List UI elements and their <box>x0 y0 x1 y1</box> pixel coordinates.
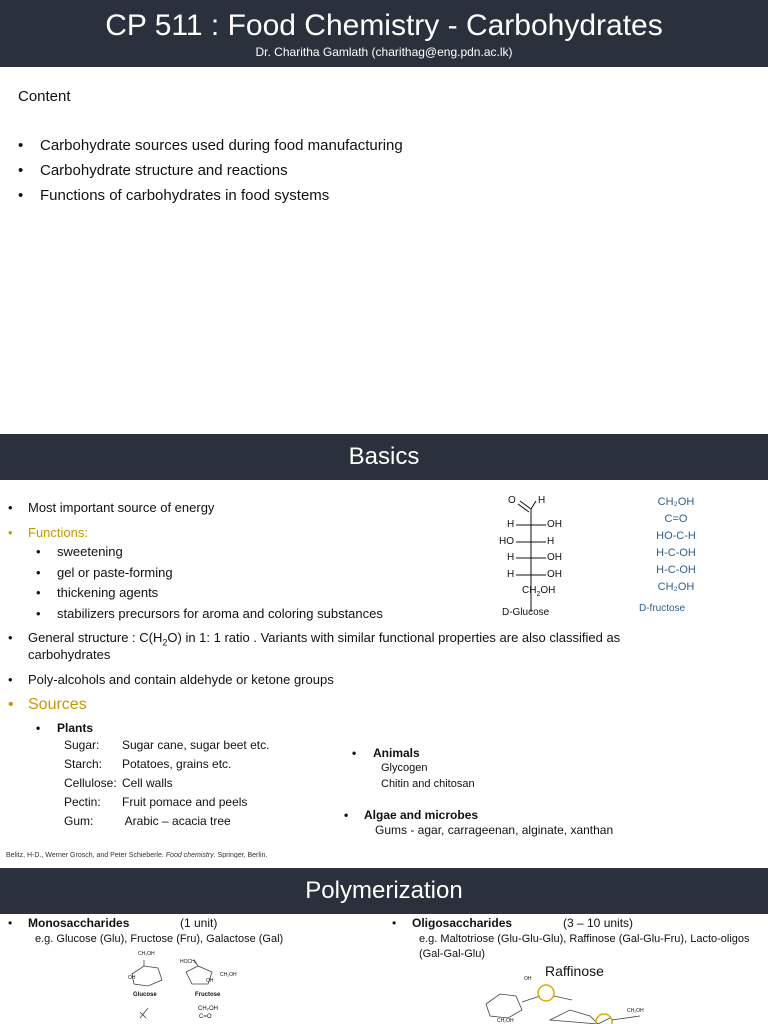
bullet-glyph: • <box>18 187 24 204</box>
bullet-glyph: • <box>392 916 397 930</box>
fructose-small-label: Fructose <box>195 992 221 998</box>
algae-value: Gums - agar, carrageenan, alginate, xanthan <box>375 823 614 837</box>
polyalcohols <box>8 672 334 687</box>
oligo-units: (3 – 10 units) <box>563 916 634 930</box>
bullet-glyph: • <box>352 746 357 760</box>
sources-label <box>8 696 87 714</box>
plant-value: Cell walls <box>122 776 173 790</box>
glucose-right: OH <box>547 569 562 580</box>
glucose-small-label: Glucose <box>133 992 157 998</box>
small-label: OH <box>128 975 136 981</box>
functions-label-text: Functions: <box>28 525 88 540</box>
general-structure-cont: carbohydrates <box>28 647 111 662</box>
bullet-glyph: • <box>8 916 13 930</box>
small-label: CH₂OH <box>198 1006 218 1012</box>
plants-label <box>36 721 93 735</box>
glucose-right: H <box>547 536 555 547</box>
fructose-line: C=O <box>664 513 688 525</box>
small-label: CH₂OH <box>627 1008 644 1014</box>
plant-value: Potatoes, grains etc. <box>122 757 232 771</box>
glucose-label: D-Glucose <box>502 607 550 618</box>
general-structure <box>8 630 620 648</box>
slide-1-subtitle: Dr. Charitha Gamlath (charithag@eng.pdn.ac.lk) <box>255 45 513 59</box>
general-structure-text: General structure : C(H <box>28 630 163 645</box>
reference-title: Food chemistry <box>165 852 214 858</box>
glucose-bottom-text: OH <box>540 585 556 596</box>
glucose-left: H <box>507 519 515 530</box>
raffinose-label: Raffinose <box>545 963 604 979</box>
function-text: gel or paste-forming <box>57 565 173 580</box>
animals-label <box>352 746 420 760</box>
bullet-glyph: • <box>8 696 14 713</box>
bullet-glyph: • <box>18 162 24 179</box>
function-item <box>36 585 158 600</box>
raffinose-diagram <box>480 976 680 1024</box>
animal-item: Glycogen <box>381 762 428 774</box>
fructose-line: H-C-OH <box>656 564 696 576</box>
small-label: C=O <box>199 1014 212 1020</box>
bullet-glyph: • <box>36 565 41 580</box>
animal-item: Chitin and chitosan <box>381 778 475 790</box>
functions-label <box>8 525 88 540</box>
fructose-line: H-C-OH <box>656 547 696 559</box>
small-label: OH <box>524 976 532 982</box>
bullet-glyph: • <box>8 630 13 645</box>
content-bullet-3 <box>18 187 329 204</box>
animals-label-text: Animals <box>373 746 420 760</box>
glucose-h: H <box>538 495 546 506</box>
content-bullet-2 <box>18 162 288 179</box>
glucose-left: H <box>507 552 515 563</box>
content-bullet-text: Carbohydrate sources used during food manufacturing <box>40 137 403 154</box>
slide-3-title: Polymerization <box>305 877 463 904</box>
function-text: thickening agents <box>57 585 159 600</box>
algae-label-text: Algae and microbes <box>364 808 479 822</box>
function-text: sweetening <box>57 544 123 559</box>
function-item <box>36 606 383 621</box>
algae-label <box>344 808 478 822</box>
slide-1 <box>0 0 768 424</box>
oligo-label: Oligosaccharides <box>412 916 513 930</box>
subscript: 2 <box>162 637 168 648</box>
fructose-line: CH₂OH <box>657 496 695 508</box>
slide-1-header <box>0 0 768 67</box>
fructose-structure <box>626 494 726 596</box>
content-bullet-1 <box>18 137 403 154</box>
reference-text: Belitz, H-D., Werner Grosch, and Peter Schieberle. <box>6 852 166 858</box>
mono-example: e.g. Glucose (Glu), Fructose (Fru), Galactose (Gal) <box>35 933 284 945</box>
small-label: OH <box>206 978 214 984</box>
plant-value: Arabic – acacia tree <box>122 814 231 828</box>
small-label: CH₂OH <box>220 972 237 978</box>
content-label: Content <box>18 88 71 105</box>
function-text: stabilizers precursors for aroma and coloring substances <box>57 606 383 621</box>
glucose-left: H <box>507 569 515 580</box>
fructose-line: CH₂OH <box>657 581 695 593</box>
bullet-glyph: • <box>8 525 13 540</box>
reference-text: . Springer, Berlin. <box>213 852 268 858</box>
glucose-bottom-text: CH <box>522 585 537 596</box>
bullet-glyph: • <box>36 606 41 621</box>
plant-name: Sugar: <box>64 738 100 752</box>
small-label: HOCH₂ <box>180 959 197 965</box>
plant-name: Pectin: <box>64 795 101 809</box>
slide-3 <box>0 868 768 1024</box>
function-item <box>36 544 123 559</box>
glucose-left: HO <box>499 536 514 547</box>
oligo-example-2: (Gal-Gal-Glu) <box>419 948 486 960</box>
plants-label-text: Plants <box>57 721 94 735</box>
fructose-label: D-fructose <box>639 603 686 614</box>
content-bullet-text: Functions of carbohydrates in food systems <box>40 187 330 204</box>
plant-value: Fruit pomace and peels <box>122 795 248 809</box>
subscript: 2 <box>536 591 541 598</box>
bullet-glyph: • <box>36 544 41 559</box>
slide-1-title: CP 511 : Food Chemistry - Carbohydrates <box>105 9 663 42</box>
slide-2-header <box>0 434 768 480</box>
plant-value: Sugar cane, sugar beet etc. <box>122 738 270 752</box>
bullet-glyph: • <box>36 585 41 600</box>
plant-name: Cellulose: <box>64 776 117 790</box>
slide-3-header <box>0 868 768 914</box>
function-item <box>36 565 173 580</box>
bullet-glyph: • <box>8 500 13 515</box>
slide-2 <box>0 434 768 858</box>
glucose-o: O <box>508 495 516 506</box>
slide-2-title: Basics <box>348 443 420 470</box>
bullet-glyph: • <box>18 137 24 154</box>
content-bullet-text: Carbohydrate structure and reactions <box>40 162 288 179</box>
bullet-energy <box>8 500 214 515</box>
oligo-row <box>392 916 512 930</box>
small-label: CH₂OH <box>497 1018 514 1024</box>
polyalcohols-text: Poly-alcohols and contain aldehyde or ketone groups <box>28 672 334 687</box>
mono-row <box>8 916 129 930</box>
sources-label-text: Sources <box>28 696 87 713</box>
bullet-glyph: • <box>344 808 349 822</box>
fructose-line: HO-C-H <box>656 530 696 542</box>
glucose-structure <box>498 492 568 632</box>
glucose-right: OH <box>547 552 562 563</box>
reference <box>6 852 267 858</box>
bullet-glyph: • <box>36 721 41 735</box>
plant-name: Gum: <box>64 814 94 828</box>
bullet-glyph: • <box>8 672 13 687</box>
general-structure-text: O) in 1: 1 ratio . Variants with similar functional properties are also classified as <box>167 630 621 645</box>
small-label: CH₂OH <box>138 951 155 957</box>
mono-units: (1 unit) <box>180 916 218 930</box>
glucose-right: OH <box>547 519 562 530</box>
glucose-bottom <box>522 585 555 598</box>
bullet-energy-text: Most important source of energy <box>28 500 215 515</box>
oligo-example-1: e.g. Maltotriose (Glu-Glu-Glu), Raffinose (Gal-Glu-Fru), Lacto-oligos <box>419 933 750 945</box>
plant-name: Starch: <box>64 757 103 771</box>
mono-label: Monosaccharides <box>28 916 130 930</box>
